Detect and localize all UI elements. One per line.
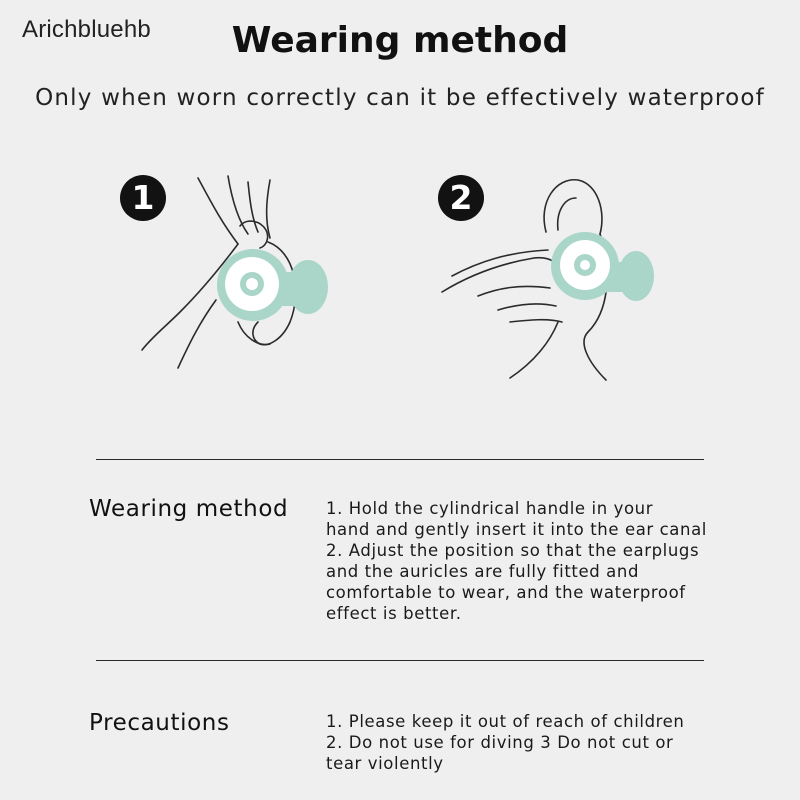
page-subtitle: Only when worn correctly can it be effectively waterproof: [35, 85, 765, 111]
step-2: [438, 172, 668, 387]
step-1-badge: 1: [120, 175, 166, 221]
wearing-line: 2. Adjust the position so that the earplugs: [326, 541, 700, 560]
divider-middle: [96, 660, 704, 661]
wearing-line: comfortable to wear, and the waterproof: [326, 583, 686, 602]
step-2-badge: 2: [438, 175, 484, 221]
earplug-icon: [551, 232, 654, 301]
step-2-illustration: [438, 172, 668, 387]
wearing-line: and the auricles are fully fitted and: [326, 562, 640, 581]
divider-top: [96, 459, 704, 460]
wearing-line: 1. Hold the cylindrical handle in your: [326, 499, 654, 518]
precautions-line: tear violently: [326, 754, 444, 773]
wearing-line: hand and gently insert it into the ear canal: [326, 520, 707, 539]
wearing-line: effect is better.: [326, 604, 462, 623]
precautions-line: 2. Do not use for diving 3 Do not cut or: [326, 733, 674, 752]
step-1: [120, 172, 350, 377]
precautions-line: 1. Please keep it out of reach of children: [326, 712, 685, 731]
page-title: Wearing method: [231, 20, 569, 61]
wearing-method-heading: Wearing method: [89, 496, 289, 522]
step-1-illustration: [120, 172, 350, 377]
precautions-text: [326, 711, 746, 774]
precautions-heading: Precautions: [89, 710, 230, 736]
earplug-icon: [217, 249, 328, 321]
wearing-method-text: [326, 498, 746, 624]
brand-watermark: Arichbluehb: [22, 16, 151, 43]
